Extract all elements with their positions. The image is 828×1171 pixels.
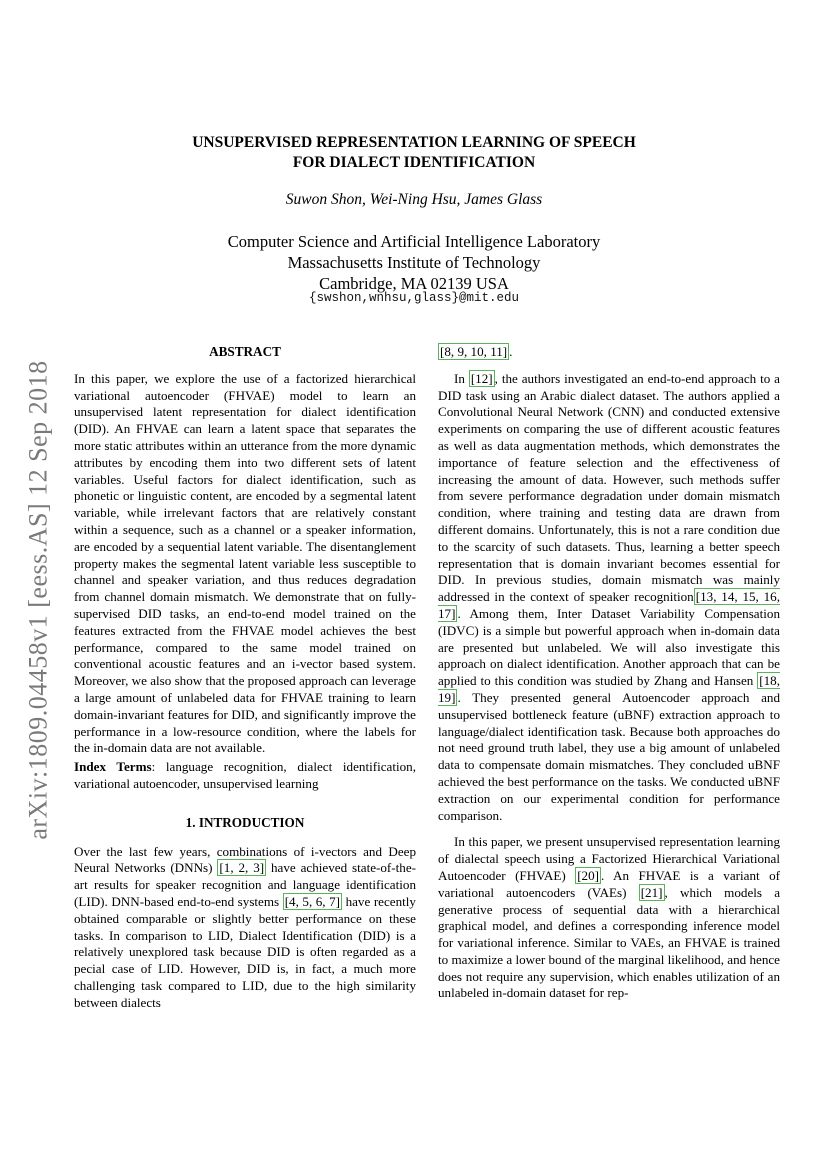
intro-p3-text-c: , which models a generative process of sequential data with a hierarchical graphical model, and defines a corresponding inference model for variational inference. Similar to VAEs, an FHVAE is trained to maximize a lower bound of the marginal likelihood, and hence does not require any supervision, which enables utilization of an unlabeled in-domain dataset for rep- — [438, 884, 781, 1001]
intro-p2-text-b: , the authors investigated an end-to-end approach to a DID task using an Arabic dialect dataset. The authors applied a Convolutional Neural Network (CNN) and conducted extensive experiments on comparing the use of different acoustic features as well as data augmentation methods, which demonstrates the importance of feature selection and the effectiveness of increasing the amount of data. However, such methods suffer from severe performance degradation under domain mismatch condition, where training and testing data are drawn from different domains. Unfortunately, this is not a rare condition due to the scarcity of such datasets. Thus, learning a better speech representation that is domain invariant becomes essential for DID. In previous studies, domain mismatch was mainly addressed in the context of speaker recognition — [438, 370, 780, 605]
intro-paragraph-2 — [438, 371, 780, 825]
intro-p1-text-a: Over the last few years, combinations of i-vectors and Deep Neural Networks (DNNs) — [74, 843, 416, 876]
affiliation-line-3: Cambridge, MA 02139 USA — [319, 274, 509, 293]
affiliation-line-2: Massachusetts Institute of Technology — [287, 253, 541, 272]
index-terms — [74, 759, 416, 793]
citation-link[interactable]: [21] — [640, 884, 663, 900]
citation-link[interactable]: [8, 9, 10, 11] — [440, 344, 508, 359]
intro-p1-text-d: . — [509, 344, 513, 359]
affiliation — [0, 231, 828, 294]
intro-p1-text-c: have recently obtained comparable or slightly better performance on these tasks. In comparison to LID, Dialect Identification (DID) is a relatively unexplored task because DID is often regarded as a pecial case of LID. However, DID is, in fact, a much more challenging task compared to LID, due to the high similarity between dialects — [74, 893, 416, 1010]
intro-p1-text-b: have achieved state-of-the-art results for speaker recognition and language identification (LID). DNN-based end-to-end systems — [74, 860, 417, 909]
right-column — [438, 344, 780, 1002]
intro-p3-text-b: . An FHVAE is a variant of variational autoencoders (VAEs) — [438, 867, 780, 900]
introduction-heading: 1. INTRODUCTION — [185, 814, 305, 830]
intro-p3-text-a: In this paper, we present unsupervised representation learning of dialectal speech using a Factorized Hierarchical Variational Autoencoder (FHVAE) — [438, 834, 780, 883]
citation-link[interactable]: [20] — [577, 867, 600, 883]
arxiv-stamp-text: arXiv:1809.04458v1 [eess.AS] 12 Sep 2018 — [24, 360, 54, 840]
intro-p2-text-a: In — [454, 370, 469, 386]
citation-link[interactable]: [13, 14, 15, 16, 17] — [438, 589, 780, 621]
intro-paragraph-3 — [438, 834, 780, 1002]
citation-link[interactable]: [18, 19] — [438, 673, 780, 705]
title-line-1: UNSUPERVISED REPRESENTATION LEARNING OF SPEECH — [192, 134, 636, 151]
citation-link[interactable]: [4, 5, 6, 7] — [284, 893, 341, 909]
affiliation-line-1: Computer Science and Artificial Intelligence Laboratory — [227, 232, 601, 251]
abstract-text: In this paper, we explore the use of a factorized hierarchical variational autoencoder (FHVAE) model to learn an unsupervised latent representation for dialect identification (DID). An FHVAE can learn a latent space that separates the more static attributes within an utterance from the more dynamic attributes by encoding them into two different sets of latent variables. Useful factors for dialect identification, such as phonetic or linguistic content, are encoded by a segmental latent variable, while irrelevant factors that are relatively constant within a sequence, such as a channel or a speaker information, are encoded by a sequential latent variable. The disentanglement property makes the segmental latent variable less susceptible to channel and speaker variation, and thus reduces degradation from channel domain mismatch. We demonstrate that on fully-supervised DID tasks, an end-to-end model trained on the features extracted from the FHVAE model achieves the best performance, compared to the same model trained on conventional acoustic features and an i-vector based system. Moreover, we also show that the proposed approach can leverage a large amount of unlabeled data for FHVAE training to learn domain-invariant features for DID, and significantly improve the performance in a low-resource condition, where the labels for the in-domain data are not available. — [74, 370, 416, 756]
citation-link[interactable]: [1, 2, 3] — [219, 860, 265, 876]
intro-paragraph-1 — [74, 844, 416, 1012]
title-line-2: FOR DIALECT IDENTIFICATION — [292, 154, 536, 171]
intro-paragraph-1-continued — [438, 344, 780, 361]
intro-p2-text-d: . They presented general Autoencoder approach and unsupervised bottleneck feature (uBNF) extraction approach to language/dialect identification task. Because both approaches do not need ground truth label, they use a big amount of unlabeled data to compensate domain mismatches. They concluded uBNF achieved the best performance on the tasks. We conducted uBNF extraction on our experimental condition for performance comparison. — [438, 689, 780, 823]
index-terms-label: Index Terms — [74, 759, 152, 775]
citation-link[interactable]: [12] — [470, 370, 493, 386]
abstract-heading: ABSTRACT — [209, 344, 281, 359]
intro-p2-text-c: . Among them, Inter Dataset Variability Compensation (IDVC) is a simple but powerful approach when in-domain data are presented but unlabeled. We will also investigate this approach on dialect identification. Another approach that can be applied to this condition was studied by Zhang and Hansen — [438, 605, 780, 689]
index-terms-text: : language recognition, dialect identification, variational autoencoder, unsupervised learning — [74, 759, 416, 791]
arxiv-stamp — [22, 330, 56, 870]
author-list: Suwon Shon, Wei-Ning Hsu, James Glass — [285, 191, 543, 208]
left-column — [74, 344, 416, 1011]
paper-title — [0, 133, 828, 173]
author-email: {swshon,wnhsu,glass}@mit.edu — [308, 291, 520, 305]
